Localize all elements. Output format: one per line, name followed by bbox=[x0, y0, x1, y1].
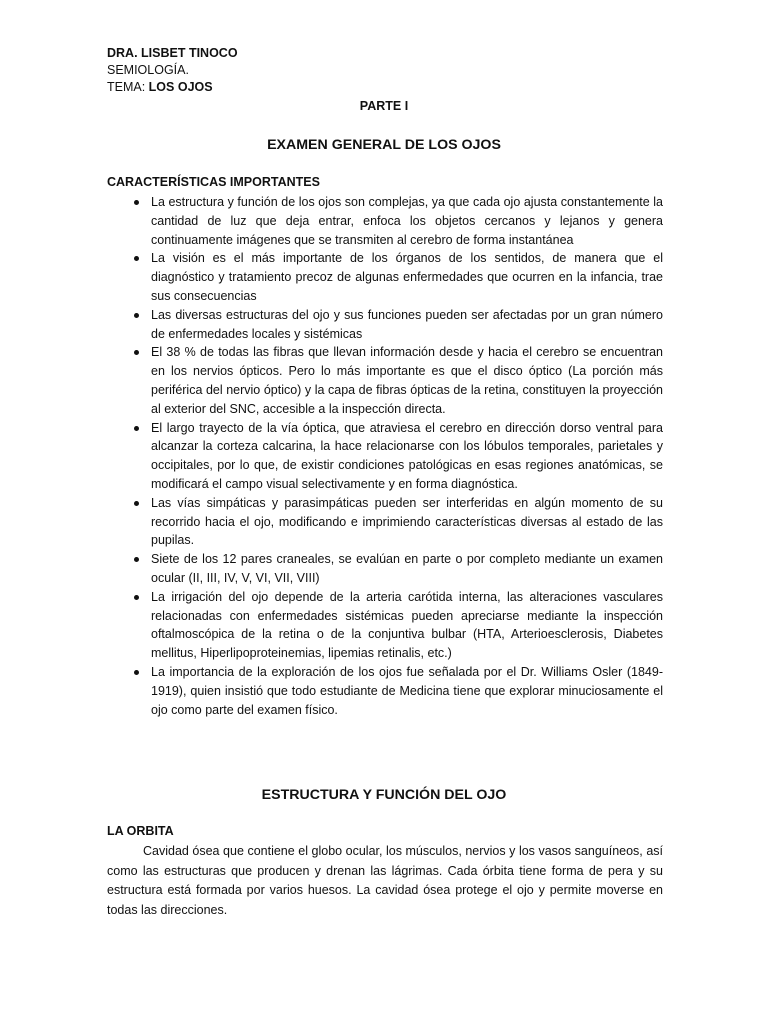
list-item bbox=[107, 306, 663, 344]
bullet-icon bbox=[134, 557, 139, 562]
list-item bbox=[107, 663, 663, 719]
section-title-estructura: ESTRUCTURA Y FUNCIÓN DEL OJO bbox=[261, 787, 507, 803]
list-item-text: La estructura y función de los ojos son complejas, ya que cada ojo ajusta constantemente la cantidad de luz que deja entrar, enfoca los objetos cercanos y lejanos y genera continuamente imágenes que se transmiten al cerebro de forma instantánea bbox=[151, 195, 663, 247]
list-item-text: La irrigación del ojo depende de la arteria carótida interna, las alteraciones vasculares relacionadas con enfermedades sistémicas pueden apreciarse mediante la inspección oftalmoscópica de la retina o de la conjuntiva bulbar (HTA, Arterioesclerosis, Diabetes mellitus, Hiperlipoproteinemias, lipemias retinalis, etc.) bbox=[151, 589, 663, 661]
bullet-icon bbox=[134, 256, 139, 261]
list-item-text: La visión es el más importante de los órganos de los sentidos, de manera que el diagnóstico y tratamiento precoz de algunas enfermedades que ocurren en la infancia, trae sus consecuencias bbox=[151, 251, 663, 303]
list-item-text: El 38 % de todas las fibras que llevan información desde y hacia el cerebro se encuentran en los nervios ópticos. Pero lo más importante es que el disco óptico (La porción más periférica del nervio óptico) y la capa de fibras ópticas de la retina, constituyen la proyección al exterior del SNC, accesible a la inspección directa. bbox=[151, 345, 663, 416]
bullet-icon bbox=[134, 670, 139, 675]
list-item-text: La importancia de la exploración de los ojos fue señalada por el Dr. Williams Osler (1849-1919), quien insistió que todo estudiante de Medicina tiene que explorar minuciosamente el ojo como parte del examen físico. bbox=[151, 664, 663, 717]
list-item bbox=[107, 343, 663, 418]
topic-label: TEMA: bbox=[107, 80, 149, 94]
subject-name: SEMIOLOGÍA. bbox=[107, 63, 189, 77]
bullet-icon bbox=[134, 501, 139, 506]
document-header bbox=[107, 45, 238, 96]
list-item bbox=[107, 550, 663, 588]
orbita-paragraph: Cavidad ósea que contiene el globo ocular, los músculos, nervios y los vasos sanguíneos, así como las estructuras que producen y drenan las lágrimas. Cada órbita tiene forma de pera y su estructura está formada por varios huesos. La cavidad ósea protege el ojo y permite moverse en todas las direcciones. bbox=[107, 844, 663, 917]
list-item-text: Las vías simpáticas y parasimpáticas pueden ser interferidas en algún momento de su recorrido hacia el ojo, modificando e imprimiendo características diversas al estado de las pupilas. bbox=[151, 495, 663, 548]
list-item bbox=[107, 193, 663, 249]
part-label: PARTE I bbox=[359, 99, 409, 113]
bullet-icon bbox=[134, 426, 139, 431]
subheading-orbita: LA ORBITA bbox=[107, 824, 174, 838]
topic-value: LOS OJOS bbox=[148, 80, 213, 94]
list-item-text: Siete de los 12 pares craneales, se evalúan en parte o por completo mediante un examen ocular (II, III, IV, V, VI, VII, VIII) bbox=[151, 552, 663, 585]
list-item-text: El largo trayecto de la vía óptica, que atraviesa el cerebro en dirección dorso ventral para alcanzar la corteza calcarina, la hace relacionarse con los lóbulos temporales, parietales y occipitales, por lo que, de existir condiciones patológicas en esas regiones anatómicas, se modificará el campo visual selectivamente y en forma diagnóstica. bbox=[151, 420, 663, 491]
list-item bbox=[107, 588, 663, 663]
characteristics-list bbox=[107, 193, 663, 719]
list-item-text: Las diversas estructuras del ojo y sus funciones pueden ser afectadas por un gran número de enfermedades locales y sistémicas bbox=[151, 307, 663, 341]
topic-line bbox=[107, 79, 238, 96]
list-item bbox=[107, 249, 663, 305]
bullet-icon bbox=[134, 595, 139, 600]
list-item bbox=[107, 494, 663, 550]
bullet-icon bbox=[134, 313, 139, 318]
section-title-examen: EXAMEN GENERAL DE LOS OJOS bbox=[267, 137, 501, 153]
author-name: DRA. LISBET TINOCO bbox=[107, 46, 238, 60]
bullet-icon bbox=[134, 350, 139, 355]
subheading-caracteristicas: CARACTERÍSTICAS IMPORTANTES bbox=[107, 175, 320, 189]
bullet-icon bbox=[134, 200, 139, 205]
list-item bbox=[107, 419, 663, 494]
